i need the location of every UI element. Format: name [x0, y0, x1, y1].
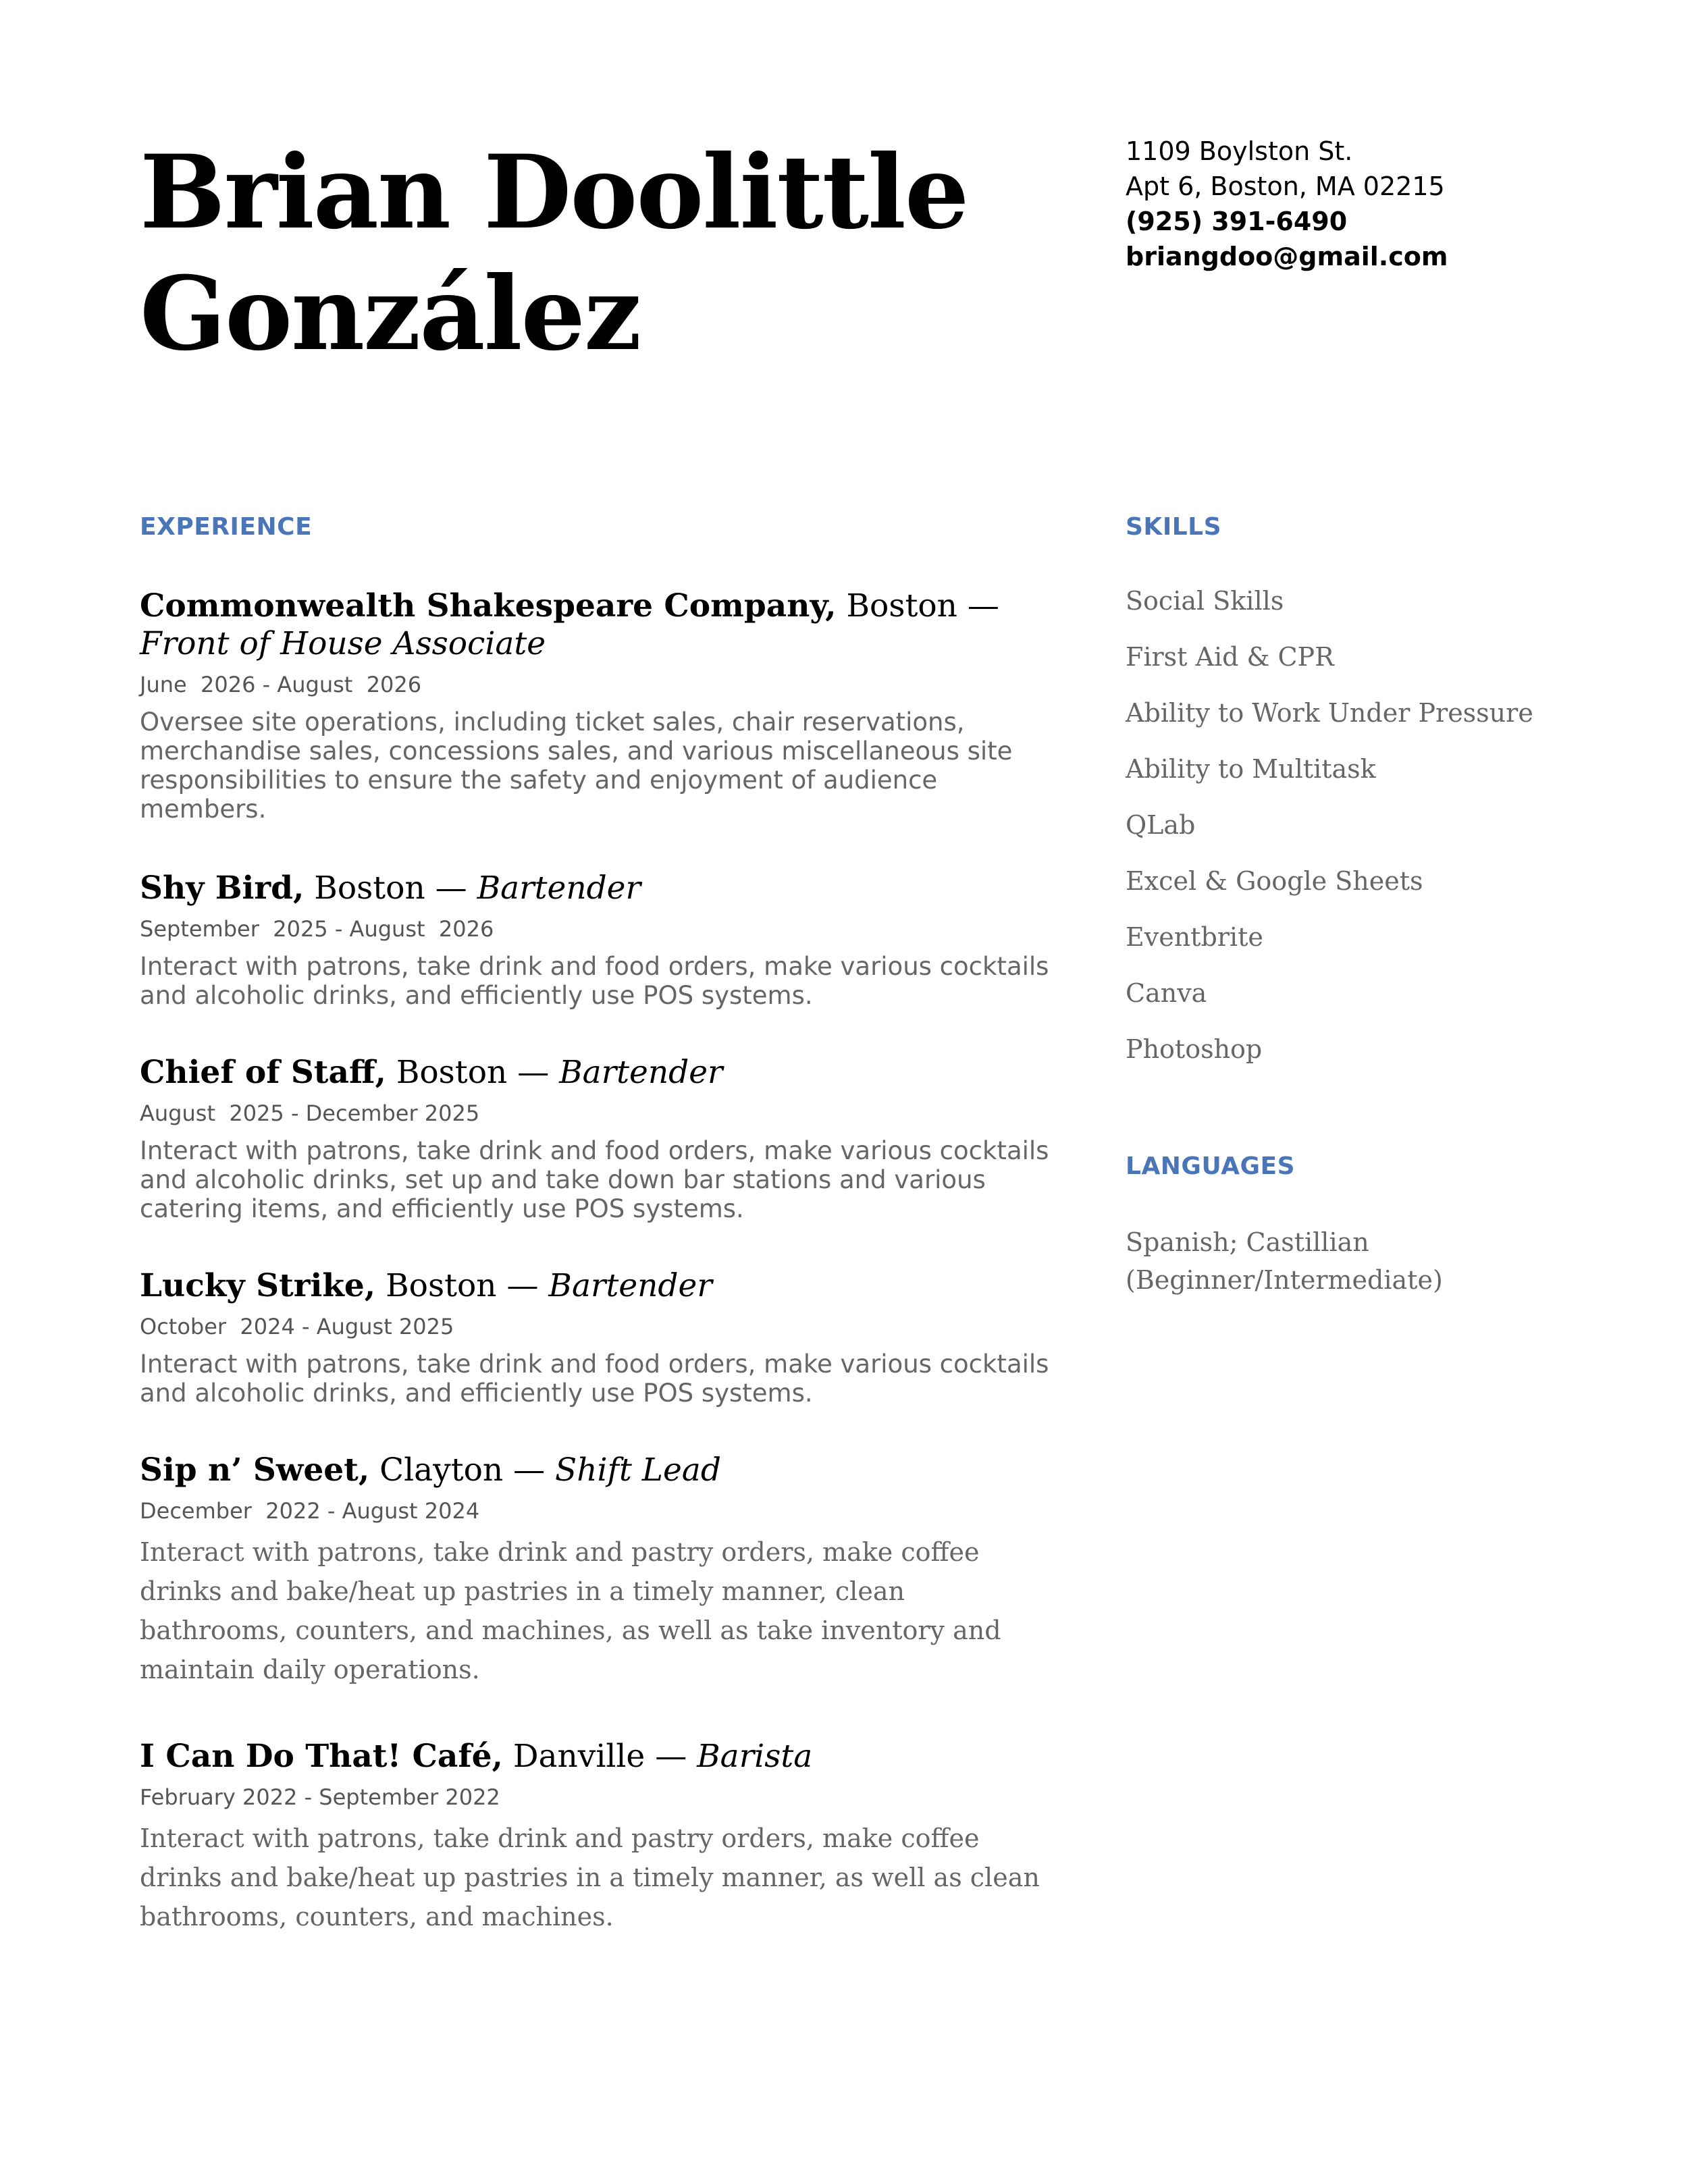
job-location: Clayton —: [369, 1451, 556, 1489]
job-entry: [140, 1738, 1058, 1936]
job-dates: December 2022 - August 2024: [140, 1498, 480, 1524]
skill-item: Canva: [1126, 978, 1207, 1008]
skill-item: Ability to Work Under Pressure: [1126, 698, 1533, 728]
job-role: Shift Lead: [555, 1451, 721, 1489]
address-line-1: 1109 Boylston St.: [1126, 136, 1353, 166]
job-role: Bartender: [548, 1267, 712, 1304]
job-dates: August 2025 - December 2025: [140, 1100, 480, 1126]
address-line-2: Apt 6, Boston, MA 02215: [1126, 171, 1445, 201]
job-org: Shy Bird,: [140, 870, 305, 907]
job-title: [140, 1738, 1058, 1776]
job-entry: [140, 1054, 1058, 1223]
skill-item: QLab: [1126, 810, 1196, 840]
job-org: I Can Do That! Café,: [140, 1738, 503, 1775]
candidate-name: [140, 132, 1018, 375]
experience-list: [140, 587, 1058, 1936]
email-address: briangdoo@gmail.com: [1126, 242, 1448, 271]
job-location: Boston —: [304, 870, 477, 907]
skills-list: [1126, 584, 1598, 1088]
contact-info: [1126, 134, 1598, 274]
job-dates: June 2026 - August 2026: [140, 672, 422, 697]
job-entry: [140, 1267, 1058, 1408]
experience-heading: EXPERIENCE: [140, 513, 313, 541]
job-org: Sip n’ Sweet,: [140, 1451, 370, 1489]
job-title: [140, 1451, 1058, 1489]
languages-heading: LANGUAGES: [1126, 1152, 1296, 1180]
job-entry: [140, 870, 1058, 1010]
job-role: Bartender: [477, 870, 641, 907]
name-line-1: Brian Doolittle: [140, 133, 968, 252]
skill-item: Social Skills: [1126, 586, 1284, 616]
job-dates: September 2025 - August 2026: [140, 916, 494, 942]
job-description: Interact with patrons, take drink and food orders, make various cocktails and alcoholic drinks, and efficiently use POS systems.: [140, 952, 1049, 1010]
languages-text: Spanish; Castillian (Beginner/Intermediate): [1126, 1227, 1443, 1295]
phone-number: (925) 391-6490: [1126, 207, 1348, 236]
skill-item: Excel & Google Sheets: [1126, 866, 1423, 896]
job-org: Lucky Strike,: [140, 1267, 376, 1304]
job-description: Oversee site operations, including ticket sales, chair reservations, merchandise sales, concessions sales, and various miscellaneous site responsibilities to ensure the safety and enjoyment of audience members.: [140, 708, 1013, 824]
job-description: Interact with patrons, take drink and food orders, make various cocktails and alcoholic drinks, set up and take down bar stations and various catering items, and efficiently use POS systems.: [140, 1136, 1049, 1223]
name-line-2: González: [140, 255, 641, 373]
job-location: Boston —: [836, 587, 999, 624]
job-location: Boston —: [375, 1267, 549, 1304]
job-title: [140, 870, 1058, 907]
skill-item: Photoshop: [1126, 1034, 1263, 1064]
job-entry: [140, 1451, 1058, 1689]
skill-item: First Aid & CPR: [1126, 642, 1334, 672]
job-description: Interact with patrons, take drink and pastry orders, make coffee drinks and bake/heat up pastries in a timely manner, clean bathrooms, counters, and machines, as well as take inventory and maintain daily operations.: [140, 1537, 1001, 1684]
job-dates: October 2024 - August 2025: [140, 1314, 454, 1339]
job-description: Interact with patrons, take drink and pastry orders, make coffee drinks and bake/heat up pastries in a timely manner, as well as clean bathrooms, counters, and machines.: [140, 1823, 1040, 1932]
job-role: Barista: [697, 1738, 813, 1775]
job-title: [140, 1054, 1058, 1092]
job-org: Chief of Staff,: [140, 1054, 386, 1091]
job-org: Commonwealth Shakespeare Company,: [140, 587, 837, 624]
skill-item: Eventbrite: [1126, 922, 1263, 952]
job-dates: February 2022 - September 2022: [140, 1784, 500, 1810]
job-role: Bartender: [559, 1054, 723, 1091]
skills-heading: SKILLS: [1126, 513, 1222, 541]
skill-item: Ability to Multitask: [1126, 754, 1376, 784]
job-entry: [140, 587, 1058, 824]
job-title: [140, 587, 1058, 663]
job-title: [140, 1267, 1058, 1305]
job-description: Interact with patrons, take drink and food orders, make various cocktails and alcoholic drinks, and efficiently use POS systems.: [140, 1350, 1049, 1408]
job-location: Boston —: [386, 1054, 560, 1091]
job-location: Danville —: [502, 1738, 697, 1775]
job-role: Front of House Associate: [140, 625, 546, 662]
